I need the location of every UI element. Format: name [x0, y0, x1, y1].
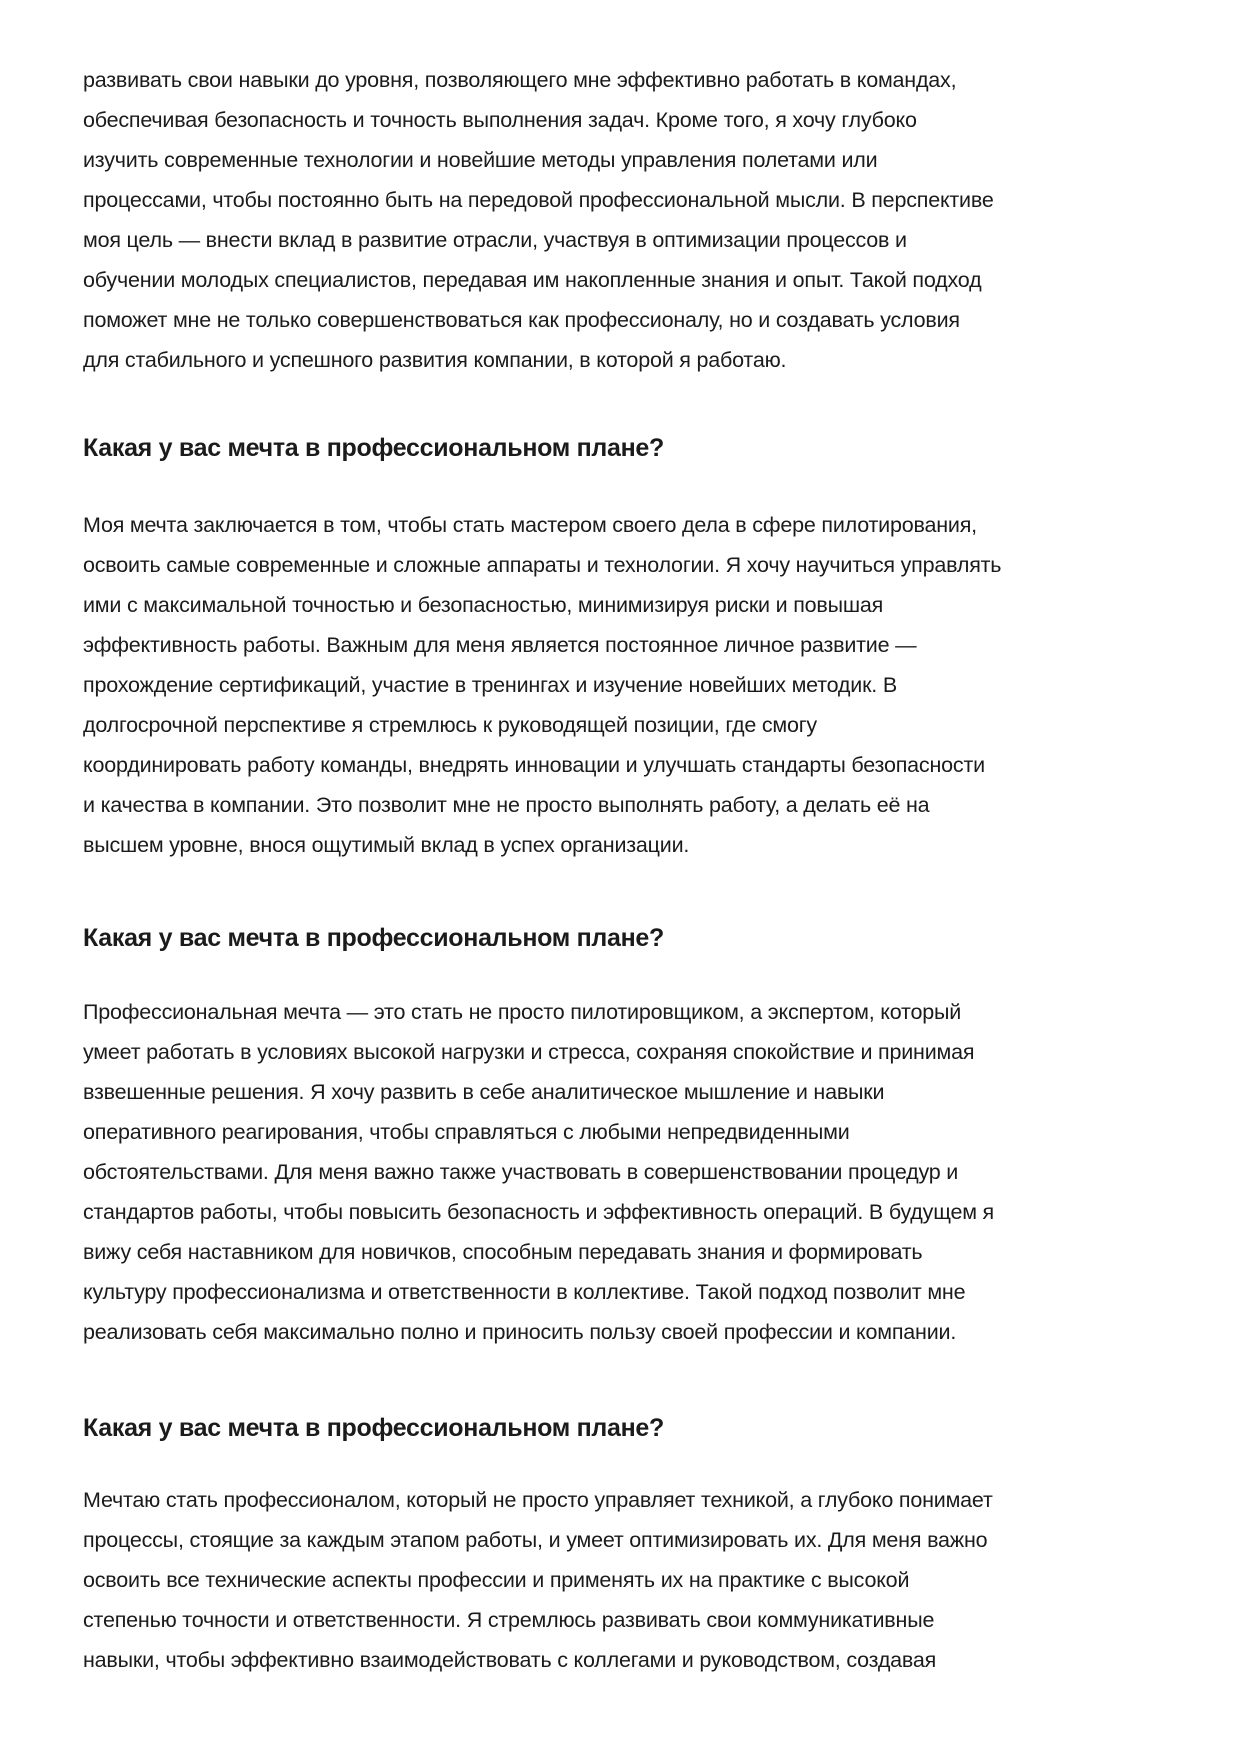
paragraph-1: [83, 60, 994, 380]
text-line: обеспечивая безопасность и точность выполнения задач. Кроме того, я хочу глубоко: [83, 108, 917, 132]
text-line: координировать работу команды, внедрять инновации и улучшать стандарты безопасности: [83, 753, 985, 777]
paragraph-3: [83, 992, 994, 1352]
text-line: Профессиональная мечта — это стать не просто пилотировщиком, а экспертом, который: [83, 1000, 962, 1024]
text-line: эффективность работы. Важным для меня является постоянное личное развитие —: [83, 633, 917, 657]
text-line: для стабильного и успешного развития компании, в которой я работаю.: [83, 348, 787, 372]
text-line: умеет работать в условиях высокой нагрузки и стресса, сохраняя спокойствие и принимая: [83, 1040, 975, 1064]
paragraph-2: [83, 505, 1001, 865]
text-line: освоить самые современные и сложные аппараты и технологии. Я хочу научиться управлять: [83, 553, 1002, 577]
text-line: обучении молодых специалистов, передавая им накопленные знания и опыт. Такой подход: [83, 268, 982, 292]
text-line: долгосрочной перспективе я стремлюсь к руководящей позиции, где смогу: [83, 713, 817, 737]
text-line: оперативного реагирования, чтобы справляться с любыми непредвиденными: [83, 1120, 850, 1144]
text-line: культуру профессионализма и ответственности в коллективе. Такой подход позволит мне: [83, 1280, 966, 1304]
text-line: взвешенные решения. Я хочу развить в себе аналитическое мышление и навыки: [83, 1080, 885, 1104]
text-line: вижу себя наставником для новичков, способным передавать знания и формировать: [83, 1240, 923, 1264]
text-line: навыки, чтобы эффективно взаимодействовать с коллегами и руководством, создавая: [83, 1648, 937, 1672]
text-line: стандартов работы, чтобы повысить безопасность и эффективность операций. В будущем я: [83, 1200, 994, 1224]
section-heading-1: Какая у вас мечта в профессиональном плане?: [83, 434, 664, 462]
text-line: процессы, стоящие за каждым этапом работы, и умеет оптимизировать их. Для меня важно: [83, 1528, 988, 1552]
text-line: Мечтаю стать профессионалом, который не просто управляет техникой, а глубоко понимает: [83, 1488, 993, 1512]
text-line: ими с максимальной точностью и безопасностью, минимизируя риски и повышая: [83, 593, 884, 617]
section-heading-2: Какая у вас мечта в профессиональном плане?: [83, 924, 664, 952]
text-line: освоить все технические аспекты профессии и применять их на практике с высокой: [83, 1568, 910, 1592]
text-line: реализовать себя максимально полно и приносить пользу своей профессии и компании.: [83, 1320, 957, 1344]
text-line: развивать свои навыки до уровня, позволяющего мне эффективно работать в командах,: [83, 68, 957, 92]
text-line: степенью точности и ответственности. Я стремлюсь развивать свои коммуникативные: [83, 1608, 935, 1632]
text-line: изучить современные технологии и новейшие методы управления полетами или: [83, 148, 878, 172]
text-line: высшем уровне, внося ощутимый вклад в успех организации.: [83, 833, 690, 857]
text-line: поможет мне не только совершенствоваться как профессионалу, но и создавать условия: [83, 308, 960, 332]
text-line: Моя мечта заключается в том, чтобы стать мастером своего дела в сфере пилотирования,: [83, 513, 977, 537]
text-line: процессами, чтобы постоянно быть на передовой профессиональной мысли. В перспективе: [83, 188, 994, 212]
text-line: моя цель — внести вклад в развитие отрасли, участвуя в оптимизации процессов и: [83, 228, 907, 252]
text-line: и качества в компании. Это позволит мне не просто выполнять работу, а делать её на: [83, 793, 930, 817]
text-line: прохождение сертификаций, участие в тренингах и изучение новейших методик. В: [83, 673, 897, 697]
section-heading-3: Какая у вас мечта в профессиональном плане?: [83, 1414, 664, 1442]
paragraph-4: [83, 1480, 993, 1680]
text-line: обстоятельствами. Для меня важно также участвовать в совершенствовании процедур и: [83, 1160, 959, 1184]
